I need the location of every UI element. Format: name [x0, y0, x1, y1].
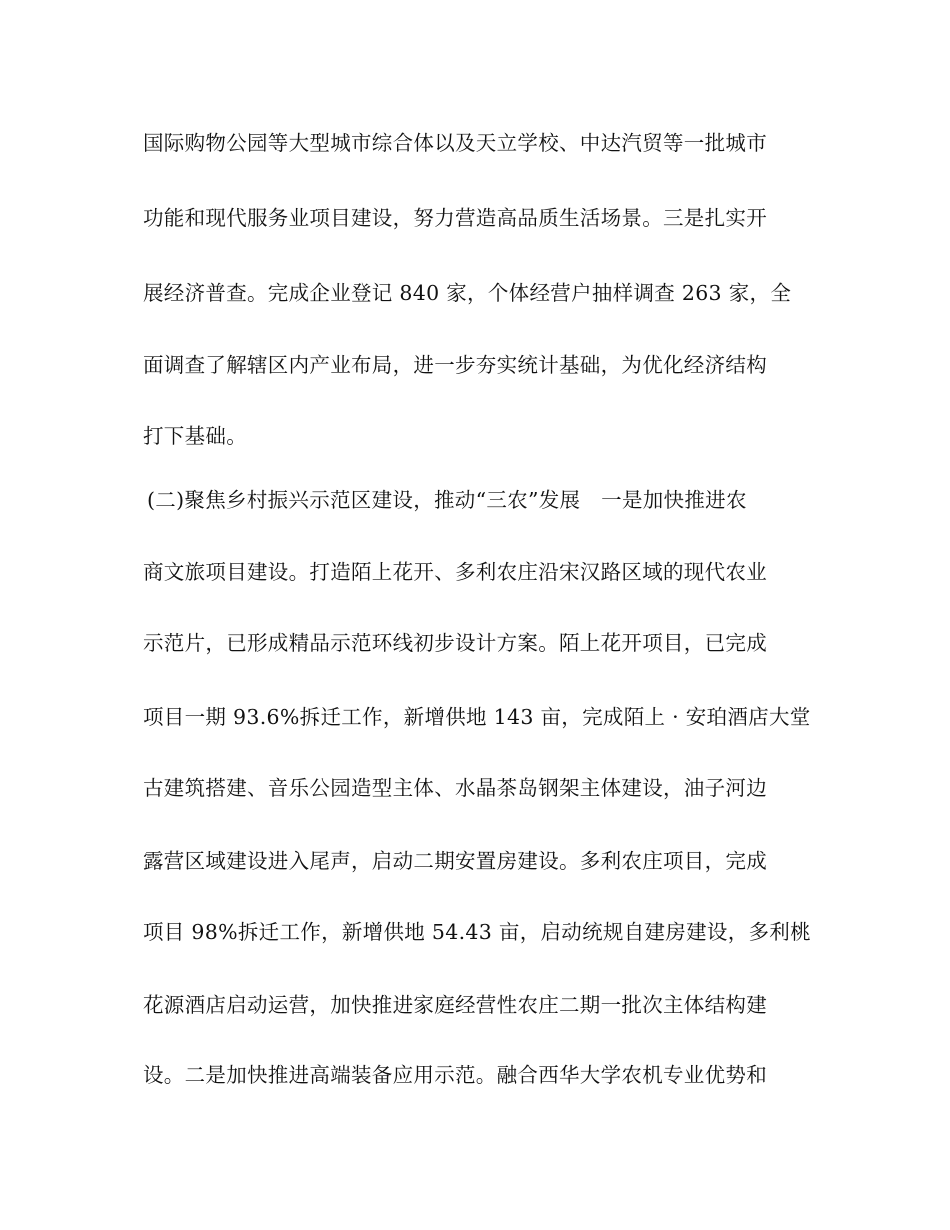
text-line: 设。二是加快推进高端装备应用示范。融合西华大学农机专业优势和	[143, 1063, 767, 1087]
text-line: 示范片，已形成精品示范环线初步设计方案。陌上花开项目，已完成	[143, 631, 767, 655]
text-line: 花源酒店启动运营，加快推进家庭经营性农庄二期一批次主体结构建	[143, 993, 767, 1017]
text-line: 项目一期 93.6%拆迁工作，新增供地 143 亩，完成陌上 · 安珀酒店大堂	[143, 705, 811, 729]
text-line: 功能和现代服务业项目建设，努力营造高品质生活场景。三是扎实开	[143, 206, 767, 230]
text-line: 国际购物公园等大型城市综合体以及天立学校、中达汽贸等一批城市	[143, 131, 767, 155]
section-heading-line: (二)聚焦乡村振兴示范区建设，推动“三农”发展 一是加快推进农	[147, 488, 747, 512]
text-line: 项目 98%拆迁工作，新增供地 54.43 亩，启动统规自建房建设，多利桃	[143, 920, 811, 944]
text-line: 打下基础。	[143, 424, 247, 448]
text-line: 古建筑搭建、音乐公园造型主体、水晶茶岛钢架主体建设，油子河边	[143, 776, 767, 800]
text-line: 展经济普查。完成企业登记 840 家，个体经营户抽样调查 263 家，全	[143, 281, 792, 305]
text-line: 露营区域建设进入尾声，启动二期安置房建设。多利农庄项目，完成	[143, 849, 767, 873]
text-line: 面调查了解辖区内产业布局，进一步夯实统计基础，为优化经济结构	[143, 353, 767, 377]
text-line: 商文旅项目建设。打造陌上花开、多利农庄沿宋汉路区域的现代农业	[143, 560, 767, 584]
